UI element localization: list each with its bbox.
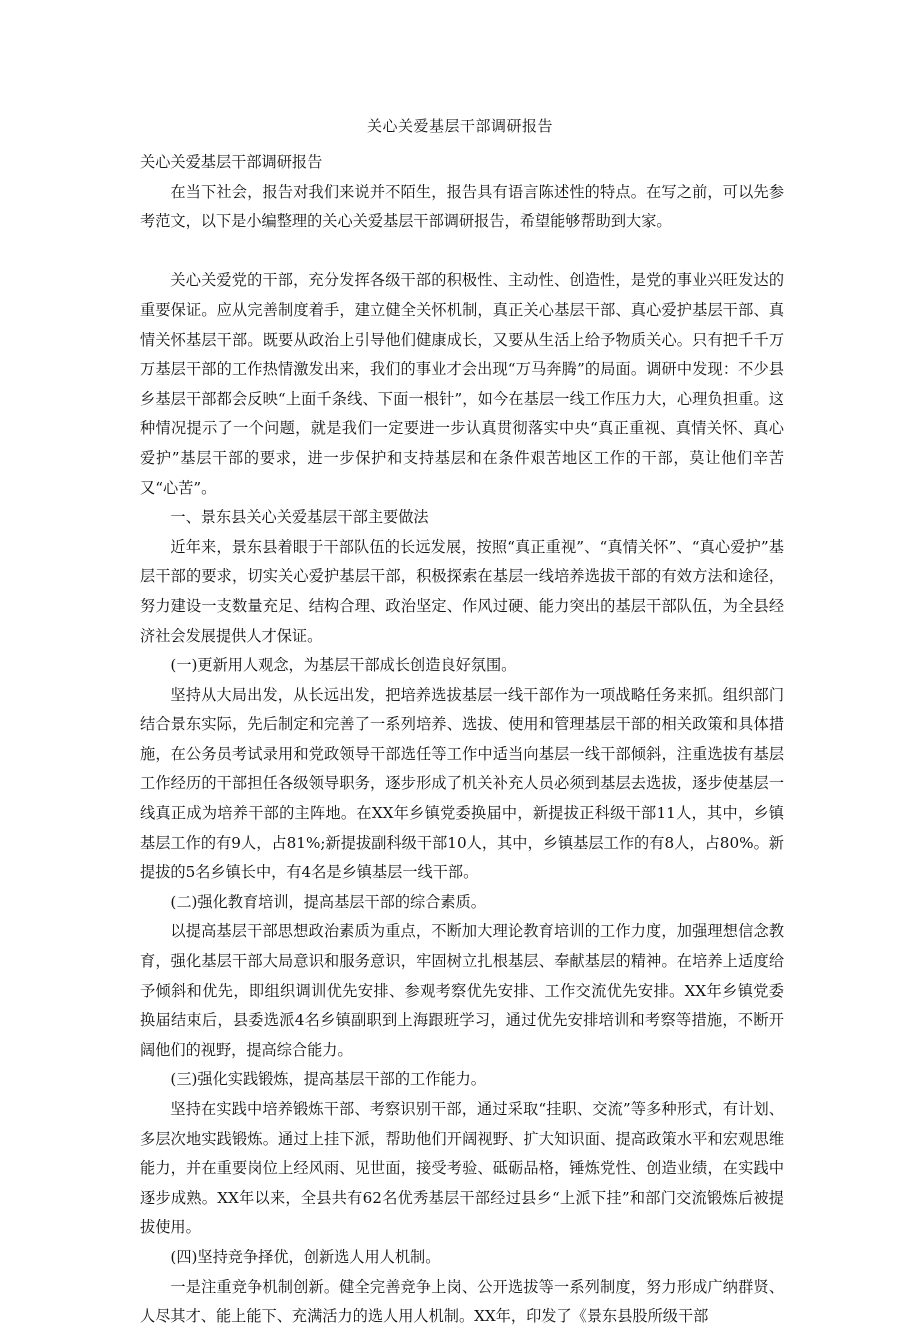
- body-paragraph: 以提高基层干部思想政治素质为重点，不断加大理论教育培训的工作力度，加强理想信念教育，强化基层干部大局意识和服务意识，牢固树立扎根基层、奉献基层的精神。在培养上适度给予倾斜和优先，即组织调训优先安排、参观考察优先安排、工作交流优先安排。XX年乡镇党委换届结束后，县委选派4名乡镇副职到上海跟班学习，通过优先安排培训和考察等措施，不断开阔他们的视野，提高综合能力。: [140, 922, 784, 1059]
- body-paragraph: 坚持从大局出发，从长远出发，把培养选拔基层一线干部作为一项战略任务来抓。组织部门结合景东实际，先后制定和完善了一系列培养、选拔、使用和管理基层干部的相关政策和具体措施，在公务员考试录用和党政领导干部选任等工作中适当向基层一线干部倾斜，注重选拔有基层工作经历的干部担任各级领导职务，逐步形成了机关补充人员必须到基层去选拔，逐步使基层一线真正成为培养干部的主阵地。在XX年乡镇党委换届中，新提拔正科级干部11人，其中，乡镇基层工作的有9人，占81%;新提拔副科级干部10人，其中，乡镇基层工作的有8人，占80%。新提拔的5名乡镇长中，有4名是乡镇基层一线干部。: [140, 685, 784, 882]
- document-title: 关心关爱基层干部调研报告: [366, 117, 553, 135]
- document-body: [140, 148, 784, 1332]
- body-paragraph: 近年来，景东县着眼于干部队伍的长远发展，按照“真正重视”、“真情关怀”、“真心爱护”基层干部的要求，切实关心爱护基层干部，积极探索在基层一线培养选拔干部的有效方法和途径，努力建设一支数量充足、结构合理、政治坚定、作风过硬、能力突出的基层干部队伍，为全县经济社会发展提供人才保证。: [140, 537, 784, 645]
- body-paragraph: 坚持在实践中培养锻炼干部、考察识别干部，通过采取“挂职、交流”等多种形式，有计划、多层次地实践锻炼。通过上挂下派，帮助他们开阔视野、扩大知识面、提高政策水平和宏观思维能力，并在重要岗位上经风雨、见世面，接受考验、砥砺品格，锤炼党性、创造业绩，在实践中逐步成熟。XX年以来，全县共有62名优秀基层干部经过县乡“上派下挂”和部门交流锻炼后被提拔使用。: [140, 1100, 784, 1237]
- blank-line: [140, 237, 784, 267]
- document-subtitle: 关心关爱基层干部调研报告: [140, 153, 323, 171]
- body-paragraph: 关心关爱党的干部，充分发挥各级干部的积极性、主动性、创造性，是党的事业兴旺发达的重要保证。应从完善制度着手，建立健全关怀机制，真正关心基层干部、真心爱护基层干部、真情关怀基层干部。既要从政治上引导他们健康成长，又要从生活上给予物质关心。只有把千千万万基层干部的工作热情激发出来，我们的事业才会出现“万马奔腾”的局面。调研中发现：不少县乡基层干部都会反映“上面千条线、下面一根针”，如今在基层一线工作压力大，心理负担重。这种情况提示了一个问题，就是我们一定要进一步认真贯彻落实中央“真正重视、真情关怀、真心爱护”基层干部的要求，进一步保护和支持基层和在条件艰苦地区工作的干部，莫让他们辛苦又“心苦”。: [140, 271, 784, 497]
- intro-paragraph: 在当下社会，报告对我们来说并不陌生，报告具有语言陈述性的特点。在写之前，可以先参考范文，以下是小编整理的关心关爱基层干部调研报告，希望能够帮助到大家。: [140, 182, 784, 231]
- subsection-heading: (四)坚持竞争择优，创新选人用人机制。: [170, 1247, 441, 1266]
- subsection-heading: (一)更新用人观念，为基层干部成长创造良好氛围。: [170, 656, 517, 675]
- subsection-heading: (三)强化实践锻炼，提高基层干部的工作能力。: [170, 1070, 486, 1089]
- section-heading: 一、景东县关心关爱基层干部主要做法: [170, 508, 429, 527]
- subsection-heading: (二)强化教育培训，提高基层干部的综合素质。: [170, 892, 486, 911]
- body-paragraph: 一是注重竞争机制创新。健全完善竞争上岗、公开选拔等一系列制度，努力形成广纳群贤、人尽其才、能上能下、充满活力的选人用人机制。XX年，印发了《景东县股所级干部: [140, 1277, 784, 1326]
